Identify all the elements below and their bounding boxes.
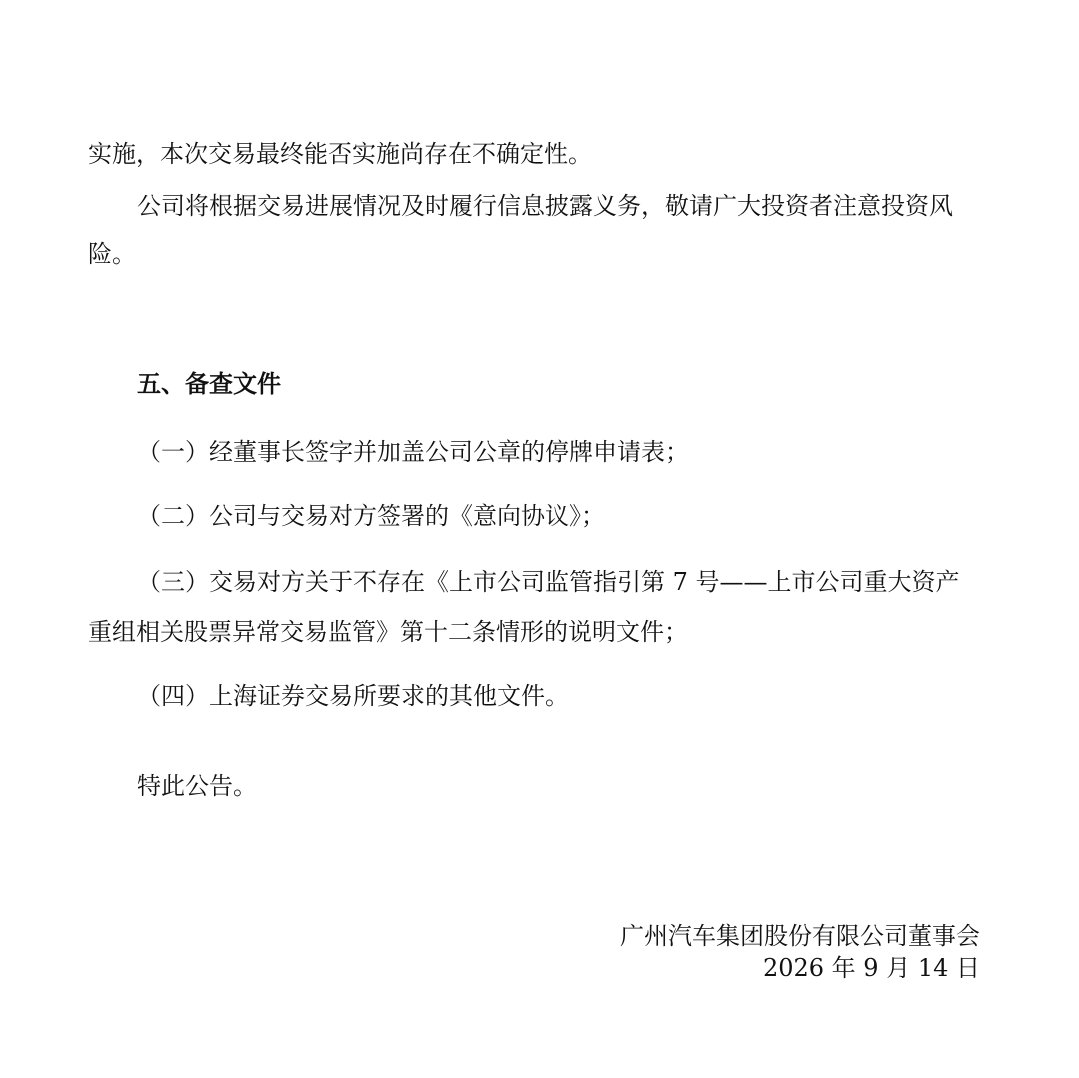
closing-text: 特此公告。 <box>137 772 257 800</box>
paragraph-line: 险。 <box>88 240 136 268</box>
list-item: （三）交易对方关于不存在《上市公司监管指引第 7 号——上市公司重大资产 <box>137 568 960 596</box>
list-item: （一）经董事长签字并加盖公司公章的停牌申请表； <box>137 438 689 466</box>
list-item: （四）上海证券交易所要求的其他文件。 <box>137 682 569 710</box>
signature-company: 广州汽车集团股份有限公司董事会 <box>620 922 980 950</box>
list-item-continuation: 重组相关股票异常交易监管》第十二条情形的说明文件； <box>88 618 688 646</box>
list-item: （二）公司与交易对方签署的《意向协议》； <box>137 502 605 530</box>
paragraph-line: 实施，本次交易最终能否实施尚存在不确定性。 <box>88 140 592 168</box>
paragraph-line: 公司将根据交易进展情况及时履行信息披露义务，敬请广大投资者注意投资风 <box>137 192 953 220</box>
signature-date: 2026 年 9 月 14 日 <box>762 954 980 982</box>
section-heading: 五、备查文件 <box>137 370 281 398</box>
